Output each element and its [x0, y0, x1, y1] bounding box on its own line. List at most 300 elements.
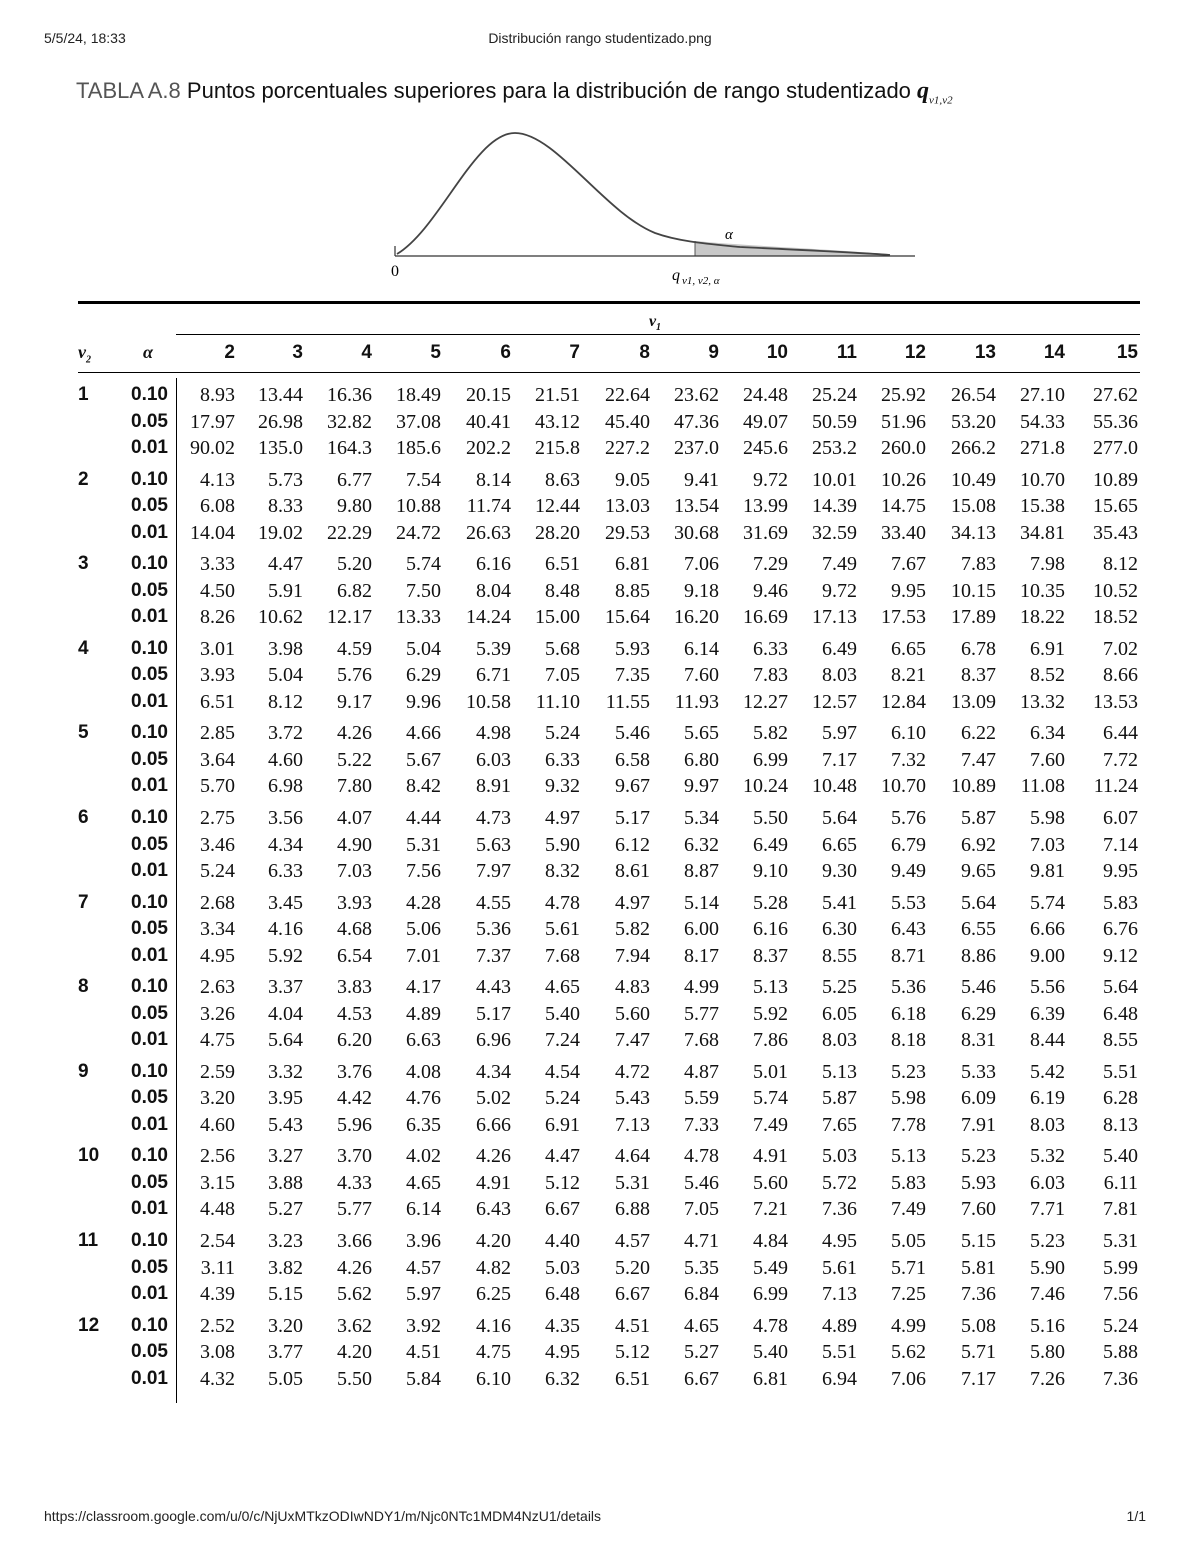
table-cell: 8.03 [1030, 1113, 1065, 1136]
table-cell: 6.58 [615, 748, 650, 771]
table-cell: 3.92 [406, 1314, 441, 1337]
table-cell: 4.59 [337, 637, 372, 660]
table-cell: 10.89 [951, 775, 996, 798]
v1-label: $\nu_1$ [648, 313, 662, 334]
table-cell: 6.10 [891, 722, 926, 745]
alpha-column-label: α [143, 342, 153, 362]
table-cell: 215.8 [535, 437, 580, 459]
table-cell: 4.57 [615, 1230, 650, 1252]
alpha-value: 0.01 [131, 606, 168, 628]
column-header: 15 [1116, 342, 1138, 363]
table-cell: 16.36 [327, 384, 372, 406]
table-cell: 12.17 [327, 606, 372, 629]
v2-value: 12 [78, 1314, 100, 1336]
table-cell: 4.43 [476, 976, 511, 999]
alpha-value: 0.05 [131, 579, 168, 601]
alpha-value: 0.01 [131, 690, 168, 712]
table-cell: 5.22 [337, 748, 372, 771]
table-cell: 4.97 [615, 891, 650, 914]
table-cell: 5.82 [753, 722, 788, 745]
table-cell: 5.74 [1030, 891, 1065, 914]
table-cell: 9.41 [684, 468, 719, 491]
table-cell: 266.2 [951, 437, 996, 459]
table-cell: 17.13 [812, 606, 857, 629]
q-symbol: q [917, 78, 930, 104]
table-cell: 135.0 [258, 437, 303, 459]
table-cell: 4.97 [545, 807, 580, 829]
table-cell: 6.34 [1030, 722, 1065, 745]
table-cell: 14.75 [881, 495, 926, 518]
table-cell: 6.19 [1030, 1087, 1065, 1110]
table-cell: 6.07 [1103, 807, 1138, 829]
table-cell: 5.35 [684, 1256, 719, 1279]
table-cell: 5.15 [961, 1230, 996, 1252]
table-cell: 4.60 [268, 748, 303, 771]
v2-value: 1 [78, 384, 89, 405]
column-header: 3 [292, 342, 303, 363]
table-cell: 9.32 [545, 775, 580, 798]
table-cell: 2.75 [200, 807, 235, 829]
table-cell: 7.98 [1030, 553, 1065, 576]
table-cell: 5.23 [961, 1145, 996, 1168]
v2-value: 5 [78, 722, 89, 744]
table-cell: 17.89 [951, 606, 996, 629]
table-cell: 5.46 [615, 722, 650, 745]
table-cell: 4.76 [406, 1087, 441, 1110]
table-cell: 3.15 [200, 1171, 235, 1194]
table-cell: 6.29 [406, 664, 441, 687]
table-cell: 4.91 [753, 1145, 788, 1168]
table-cell: 9.96 [406, 690, 441, 713]
table-cell: 5.87 [822, 1087, 857, 1110]
table-cell: 28.20 [535, 521, 580, 544]
table-cell: 6.81 [753, 1367, 788, 1390]
table-cell: 5.08 [961, 1314, 996, 1337]
v2-value: 9 [78, 1060, 89, 1082]
table-cell: 6.96 [476, 1029, 511, 1052]
table-cell: 24.48 [743, 384, 788, 406]
table-cell: 3.56 [268, 807, 303, 829]
table-cell: 8.55 [822, 944, 857, 967]
table-cell: 7.02 [1103, 637, 1138, 660]
alpha-value: 0.05 [131, 495, 168, 517]
table-cell: 10.49 [951, 468, 996, 491]
table-cell: 5.70 [200, 775, 235, 798]
table-cell: 12.27 [743, 690, 788, 713]
table-cell: 5.46 [684, 1171, 719, 1194]
table-cell: 9.67 [615, 775, 650, 798]
table-cell: 7.68 [684, 1029, 719, 1052]
alpha-value: 0.05 [131, 918, 168, 940]
table-cell: 3.77 [268, 1341, 303, 1364]
alpha-value: 0.10 [131, 891, 168, 913]
table-cell: 3.45 [268, 891, 303, 914]
table-cell: 3.20 [268, 1314, 303, 1337]
table-cell: 4.26 [337, 722, 372, 745]
table-cell: 6.78 [961, 637, 996, 660]
table-cell: 5.06 [406, 918, 441, 941]
table-cell: 7.46 [1030, 1283, 1065, 1305]
table-cell: 6.03 [1030, 1171, 1065, 1194]
table-cell: 3.01 [200, 637, 235, 660]
table-cell: 13.32 [1020, 690, 1065, 713]
table-cell: 6.43 [476, 1198, 511, 1221]
table-cell: 5.43 [615, 1087, 650, 1110]
table-cell: 6.32 [684, 833, 719, 856]
table-cell: 5.04 [268, 664, 303, 687]
table-cell: 5.40 [753, 1341, 788, 1364]
alpha-value: 0.10 [131, 1314, 168, 1336]
table-cell: 5.23 [1030, 1230, 1065, 1252]
table-cell: 4.78 [684, 1145, 719, 1168]
table-cell: 9.65 [961, 860, 996, 882]
table-cell: 5.72 [822, 1171, 857, 1194]
table-cell: 3.20 [200, 1087, 235, 1110]
v2-group [0, 1230, 1200, 1314]
table-cell: 51.96 [881, 410, 926, 433]
table-cell: 6.91 [545, 1113, 580, 1136]
table-cell: 5.64 [1103, 976, 1138, 999]
table-cell: 3.27 [268, 1145, 303, 1168]
table-cell: 3.93 [200, 664, 235, 687]
table-cell: 237.0 [674, 437, 719, 459]
table-cell: 4.34 [268, 833, 303, 856]
table-cell: 8.14 [476, 468, 511, 491]
table-cell: 9.72 [753, 468, 788, 491]
table-cell: 6.33 [753, 637, 788, 660]
table-cell: 7.49 [891, 1198, 926, 1221]
table-cell: 2.63 [200, 976, 235, 999]
table-cell: 5.98 [891, 1087, 926, 1110]
table-cell: 253.2 [812, 437, 857, 459]
table-cell: 7.37 [476, 944, 511, 967]
table-cell: 5.71 [891, 1256, 926, 1279]
table-cell: 7.56 [406, 860, 441, 882]
table-cell: 5.13 [891, 1145, 926, 1168]
table-cell: 4.34 [476, 1060, 511, 1083]
table-cell: 7.97 [476, 860, 511, 882]
density-curve [397, 133, 890, 255]
table-cell: 6.32 [545, 1367, 580, 1390]
table-cell: 13.44 [258, 384, 303, 406]
table-cell: 31.69 [743, 521, 788, 544]
table-cell: 4.13 [200, 468, 235, 491]
table-cell: 6.77 [337, 468, 372, 491]
table-cell: 8.13 [1103, 1113, 1138, 1136]
table-cell: 26.63 [466, 521, 511, 544]
table-cell: 90.02 [190, 437, 235, 459]
table-cell: 5.99 [1103, 1256, 1138, 1279]
table-cell: 4.16 [476, 1314, 511, 1337]
table-cell: 5.74 [753, 1087, 788, 1110]
table-cell: 6.14 [406, 1198, 441, 1221]
table-cell: 7.17 [822, 748, 857, 771]
table-cell: 10.70 [881, 775, 926, 798]
table-cell: 9.49 [891, 860, 926, 882]
table-cell: 7.67 [891, 553, 926, 576]
table-cell: 27.10 [1020, 384, 1065, 406]
table-cell: 5.40 [1103, 1145, 1138, 1168]
table-cell: 5.41 [822, 891, 857, 914]
table-cell: 7.86 [753, 1029, 788, 1052]
table-cell: 6.67 [684, 1367, 719, 1390]
table-cell: 4.65 [406, 1171, 441, 1194]
table-cell: 8.12 [1103, 553, 1138, 576]
alpha-value: 0.05 [131, 410, 168, 432]
table-cell: 7.60 [961, 1198, 996, 1221]
table-cell: 8.44 [1030, 1029, 1065, 1052]
table-title [76, 78, 953, 106]
v2-group [0, 892, 1200, 976]
table-cell: 4.99 [891, 1314, 926, 1337]
table-cell: 10.35 [1020, 579, 1065, 602]
table-cell: 34.13 [951, 521, 996, 544]
table-cell: 6.55 [961, 918, 996, 941]
table-cell: 6.05 [822, 1002, 857, 1025]
table-cell: 2.56 [200, 1145, 235, 1168]
table-cell: 15.08 [951, 495, 996, 518]
table-cell: 6.49 [753, 833, 788, 856]
table-cell: 5.83 [1103, 891, 1138, 914]
alpha-value: 0.01 [131, 1367, 168, 1389]
alpha-value: 0.10 [131, 1145, 168, 1167]
v2-group [0, 1315, 1200, 1399]
table-cell: 3.08 [200, 1341, 235, 1364]
alpha-value: 0.10 [131, 553, 168, 575]
table-cell: 9.00 [1030, 944, 1065, 967]
table-cell: 7.60 [1030, 748, 1065, 771]
table-cell: 34.81 [1020, 521, 1065, 544]
table-cell: 4.95 [545, 1341, 580, 1364]
table-cell: 6.66 [476, 1113, 511, 1136]
table-cell: 4.20 [337, 1341, 372, 1364]
table-cell: 4.65 [545, 976, 580, 999]
table-cell: 13.53 [1093, 690, 1138, 713]
table-cell: 8.48 [545, 579, 580, 602]
table-cell: 6.14 [684, 637, 719, 660]
table-cell: 4.20 [476, 1230, 511, 1252]
table-cell: 5.28 [753, 891, 788, 914]
table-cell: 54.33 [1020, 410, 1065, 433]
table-cell: 7.25 [891, 1283, 926, 1305]
table-cell: 6.16 [753, 918, 788, 941]
table-cell: 5.90 [545, 833, 580, 856]
table-cell: 10.15 [951, 579, 996, 602]
table-cell: 8.91 [476, 775, 511, 798]
table-cell: 8.37 [961, 664, 996, 687]
table-cell: 4.17 [406, 976, 441, 999]
alpha-value: 0.10 [131, 976, 168, 998]
table-cell: 9.97 [684, 775, 719, 798]
table-cell: 5.42 [1030, 1060, 1065, 1083]
table-cell: 10.89 [1093, 468, 1138, 491]
table-cell: 7.94 [615, 944, 650, 967]
table-cell: 6.51 [200, 690, 235, 713]
table-cell: 15.64 [605, 606, 650, 629]
table-cell: 3.64 [200, 748, 235, 771]
table-cell: 7.71 [1030, 1198, 1065, 1221]
critical-value-label: q [672, 267, 680, 284]
table-cell: 6.99 [753, 748, 788, 771]
table-cell: 6.67 [545, 1198, 580, 1221]
v2-group [0, 384, 1200, 468]
table-cell: 5.46 [961, 976, 996, 999]
table-cell: 4.68 [337, 918, 372, 941]
table-cell: 2.68 [200, 891, 235, 914]
table-cell: 6.18 [891, 1002, 926, 1025]
table-cell: 5.98 [1030, 807, 1065, 829]
table-cell: 4.33 [337, 1171, 372, 1194]
page-count: 1/1 [1126, 1508, 1146, 1524]
table-cell: 5.67 [406, 748, 441, 771]
column-header: 7 [569, 342, 580, 363]
table-cell: 6.66 [1030, 918, 1065, 941]
table-cell: 5.02 [476, 1087, 511, 1110]
v2-group [0, 976, 1200, 1060]
table-cell: 6.35 [406, 1113, 441, 1136]
table-cell: 5.23 [891, 1060, 926, 1083]
table-cell: 32.59 [812, 521, 857, 544]
table-cell: 5.17 [476, 1002, 511, 1025]
table-title-text: Puntos porcentuales superiores para la distribución de rango studentizado [186, 78, 911, 103]
table-cell: 5.27 [684, 1341, 719, 1364]
table-cell: 8.52 [1030, 664, 1065, 687]
v2-group [0, 553, 1200, 637]
table-cell: 6.33 [545, 748, 580, 771]
table-cell: 7.81 [1103, 1198, 1138, 1221]
table-cell: 3.66 [337, 1230, 372, 1252]
table-cell: 10.01 [812, 468, 857, 491]
table-cell: 8.66 [1103, 664, 1138, 687]
v2-group [0, 807, 1200, 891]
table-cell: 4.55 [476, 891, 511, 914]
table-cell: 6.51 [615, 1367, 650, 1390]
table-cell: 9.05 [615, 468, 650, 491]
table-cell: 6.44 [1103, 722, 1138, 745]
table-cell: 5.16 [1030, 1314, 1065, 1337]
table-cell: 30.68 [674, 521, 719, 544]
alpha-value: 0.05 [131, 1171, 168, 1193]
table-cell: 7.68 [545, 944, 580, 967]
table-cell: 7.13 [822, 1283, 857, 1305]
table-cell: 8.04 [476, 579, 511, 602]
table-cell: 26.98 [258, 410, 303, 433]
v2-group [0, 638, 1200, 722]
v1-spanner-rule [176, 334, 1140, 335]
table-cell: 7.21 [753, 1198, 788, 1221]
table-cell: 10.26 [881, 468, 926, 491]
table-cell: 5.82 [615, 918, 650, 941]
table-cell: 5.51 [1103, 1060, 1138, 1083]
table-cell: 5.81 [961, 1256, 996, 1279]
distribution-figure [380, 118, 940, 298]
table-cell: 7.47 [961, 748, 996, 771]
table-cell: 4.75 [200, 1029, 235, 1052]
table-cell: 5.61 [545, 918, 580, 941]
table-cell: 11.74 [466, 495, 511, 518]
table-cell: 2.85 [200, 722, 235, 745]
table-cell: 5.36 [891, 976, 926, 999]
table-cell: 5.31 [1103, 1230, 1138, 1252]
q-sub-2: ν2 [942, 94, 953, 107]
table-cell: 3.26 [200, 1002, 235, 1025]
table-cell: 7.17 [961, 1367, 996, 1390]
table-cell: 8.18 [891, 1029, 926, 1052]
table-cell: 5.56 [1030, 976, 1065, 999]
table-cell: 17.97 [190, 410, 235, 433]
v2-value: 4 [78, 637, 89, 659]
table-cell: 4.28 [406, 891, 441, 914]
table-cell: 5.15 [268, 1283, 303, 1305]
alpha-value: 0.10 [131, 637, 168, 659]
table-cell: 5.97 [406, 1283, 441, 1305]
table-cell: 5.63 [476, 833, 511, 856]
table-cell: 4.47 [268, 553, 303, 576]
table-cell: 6.81 [615, 553, 650, 576]
table-cell: 20.15 [466, 384, 511, 406]
table-cell: 4.99 [684, 976, 719, 999]
table-cell: 9.80 [337, 495, 372, 518]
table-cell: 9.10 [753, 860, 788, 882]
table-cell: 5.93 [961, 1171, 996, 1194]
table-cell: 4.48 [200, 1198, 235, 1221]
table-cell: 4.75 [476, 1341, 511, 1364]
table-cell: 5.27 [268, 1198, 303, 1221]
table-cell: 5.90 [1030, 1256, 1065, 1279]
column-header: 11 [836, 342, 857, 363]
table-cell: 50.59 [812, 410, 857, 433]
table-cell: 9.30 [822, 860, 857, 882]
table-cell: 5.32 [1030, 1145, 1065, 1168]
column-header: 6 [500, 342, 511, 363]
table-cell: 6.76 [1103, 918, 1138, 941]
table-cell: 43.12 [535, 410, 580, 433]
table-cell: 8.12 [268, 690, 303, 713]
table-cell: 40.41 [466, 410, 511, 433]
table-cell: 6.29 [961, 1002, 996, 1025]
table-cell: 13.33 [396, 606, 441, 629]
table-cell: 5.20 [337, 553, 372, 576]
table-cell: 32.82 [327, 410, 372, 433]
table-cell: 4.26 [337, 1256, 372, 1279]
q-sub-1: ν1, [929, 94, 943, 107]
table-cell: 5.77 [684, 1002, 719, 1025]
table-cell: 16.69 [743, 606, 788, 629]
table-cell: 5.05 [268, 1367, 303, 1390]
table-cell: 6.33 [268, 860, 303, 882]
alpha-value: 0.05 [131, 1256, 168, 1278]
table-cell: 37.08 [396, 410, 441, 433]
table-cell: 13.03 [605, 495, 650, 518]
table-cell: 5.62 [337, 1283, 372, 1305]
v2-value: 7 [78, 891, 89, 913]
table-cell: 5.24 [545, 1087, 580, 1110]
table-cell: 245.6 [743, 437, 788, 459]
table-cell: 9.81 [1030, 860, 1065, 882]
table-cell: 4.51 [406, 1341, 441, 1364]
table-cell: 5.91 [268, 579, 303, 602]
table-cell: 6.30 [822, 918, 857, 941]
table-cell: 6.16 [476, 553, 511, 576]
table-cell: 6.48 [545, 1283, 580, 1305]
table-cell: 16.20 [674, 606, 719, 629]
table-cell: 5.92 [268, 944, 303, 967]
alpha-value: 0.10 [131, 807, 168, 828]
table-cell: 6.43 [891, 918, 926, 941]
table-cell: 4.98 [476, 722, 511, 745]
table-cell: 8.21 [891, 664, 926, 687]
table-cell: 6.71 [476, 664, 511, 687]
